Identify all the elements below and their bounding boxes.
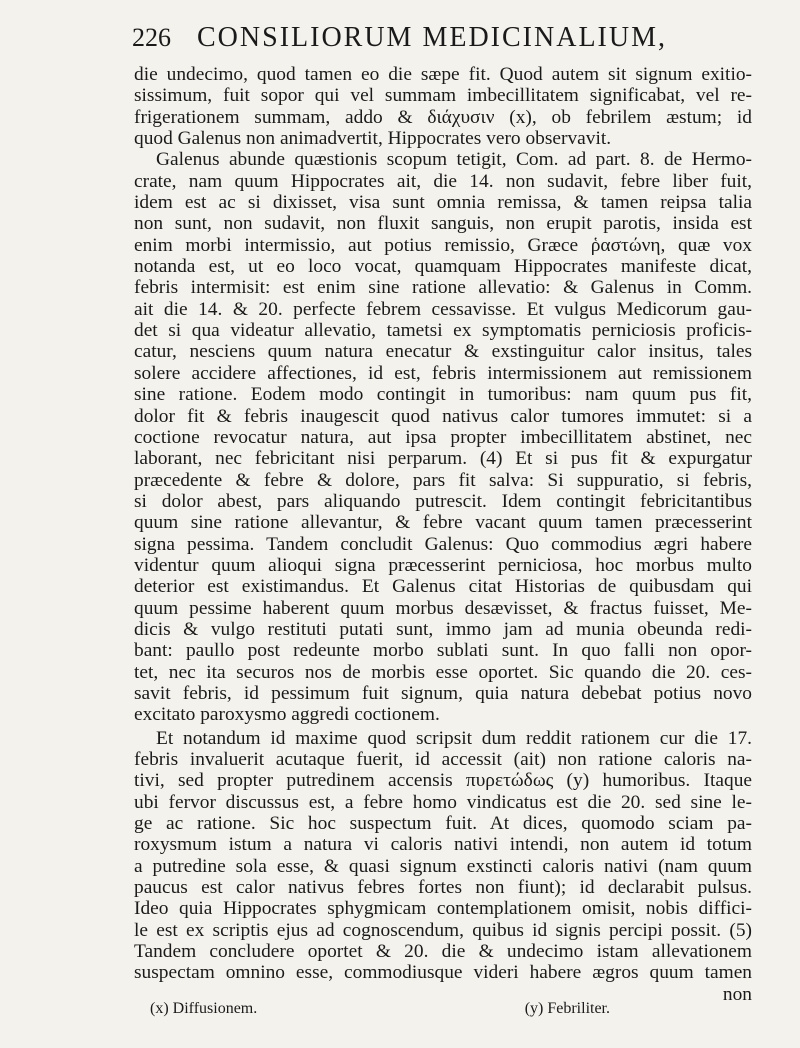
text-line: coctione revocatur natura, aut ipsa propter imbecillitatem abstinet, nec: [134, 426, 752, 448]
text-line: signa pessima. Tandem concludit Galenus: Quo commodius ægri habere: [134, 533, 752, 555]
text-line: roxysmum istum a natura vi caloris nativi intendi, non autem id totum: [134, 834, 752, 856]
text-line: suspectam omnino esse, commodiusque videri habere ægros quum tamen: [134, 962, 752, 984]
text-line: notanda est, ut eo loco vocat, quamquam Hippocrates manifeste dicat,: [134, 256, 752, 278]
text-line: febris intermisit: est enim sine ratione allevatio: & Galenus in Comm.: [134, 277, 752, 299]
text-line: paucus est calor nativus febres fortes non fiunt); id declarabit pulsus.: [134, 877, 752, 899]
text-line: Ideo quia Hippocrates sphygmicam contemplationem omisit, nobis diffici-: [134, 898, 752, 920]
footnotes: [150, 1000, 610, 1018]
text-line: tet, nec ita securos nos de morbis esse oportet. Sic quando die 20. ces-: [134, 661, 752, 683]
footnote-y: (y) Febriliter.: [524, 1000, 610, 1017]
text-line: febris invaluerit acutaque fuerit, id accessit (ait) non ratione caloris na-: [134, 749, 752, 770]
footnote-x: (x) Diffusionem.: [150, 1000, 258, 1017]
text-line: enim morbi intermissio, aut potius remissio, Græce ῥαστώνη, quæ vox: [134, 234, 752, 256]
text-line: ge ac ratione. Sic hoc suspectum fuit. At dices, quomodo sciam pa-: [134, 813, 752, 835]
text-line: crate, nam quum Hippocrates ait, die 14. non sudavit, febre liber fuit,: [134, 170, 752, 192]
body-text: [134, 64, 752, 1005]
page-number: 226: [132, 23, 171, 52]
text-line: quum sine ratione allevantur, & febre vacant quum tamen præcesserint: [134, 512, 752, 534]
text-line: videntur quum alioqui signa præcesserint perniciosa, hoc morbus multo: [134, 554, 752, 576]
text-line: frigerationem summam, addo & διάχυσιν (x), ob febrilem æstum; id: [134, 106, 752, 128]
text-line: ait die 14. & 20. perfecte febrem cessavisse. Et vulgus Medicorum gau-: [134, 298, 752, 320]
text-line: quod Galenus non animadvertit, Hippocrates vero observavit.: [134, 128, 612, 150]
text-line: excitato paroxysmo aggredi coctionem.: [134, 704, 440, 726]
text-line: Et notandum id maxime quod scripsit dum reddit rationem cur die 17.: [156, 727, 752, 749]
page-header: [132, 22, 772, 58]
text-line: sissimum, fuit sopor qui vel summam imbecillitatem significabat, vel re-: [134, 85, 752, 107]
text-line: solere accidere affectiones, id est, febris intermissionem aut remissionem: [134, 362, 752, 384]
text-line: dolor fit & febris inaugescit quod nativus calor tumores immutet: si a: [134, 405, 752, 427]
text-line: sine ratione. Eodem modo contingit in tumoribus: nam quum pus fit,: [134, 384, 752, 406]
running-head: CONSILIORUM MEDICINALIUM,: [197, 22, 667, 53]
text-line: catur, nesciens quum natura enecatur & exstinguitur calor insitus, tales: [134, 341, 752, 363]
text-line: quum pessime haberent quum morbus desævisset, & fractus fuisset, Me-: [134, 597, 752, 619]
text-line: si dolor abest, pars aliquando putrescit. Idem contingit febricitantibus: [134, 490, 752, 512]
text-line: tivi, sed propter putredinem accensis πυρετώδως (y) humoribus. Itaque: [134, 770, 752, 792]
text-line: deterior est existimandus. Et Galenus citat Historias de quibusdam qui: [134, 576, 752, 598]
text-line: præcedente & febre & dolore, pars fit salva: Si suppuratio, si febris,: [134, 469, 752, 491]
text-line: savit febris, id pessimum fuit signum, quia natura debebat potius novo: [134, 682, 752, 704]
text-line: die undecimo, quod tamen eo die sæpe fit. Quod autem sit signum exitio-: [134, 64, 752, 85]
text-line: le est ex scriptis ejus ad cognoscendum, quibus id signis percipi possit. (5): [134, 919, 752, 941]
text-line: det si qua videatur allevatio, tametsi ex symptomatis perniciosis proficis-: [134, 320, 752, 342]
text-line: non sunt, non sudavit, non fluxit sanguis, non erupit parotis, insida est: [134, 213, 752, 235]
catchword: non: [722, 983, 752, 1005]
text-line: laborant, nec febricitant nisi perparum. (4) Et si pus fit & expurgatur: [134, 448, 752, 470]
text-line: ubi fervor discussus est, a febre homo vindicatus est die 20. sed sine le-: [134, 791, 752, 813]
text-line: dicis & vulgo restituti putati sunt, immo jam ad munia obeunda redi-: [134, 618, 752, 640]
text-line: bant: paullo post redeunte morbo sublati sunt. In quo falli non opor-: [134, 640, 752, 662]
text-line: Tandem concludere oportet & 20. die & undecimo istam allevationem: [134, 941, 752, 963]
text-line: Galenus abunde quæstionis scopum tetigit, Com. ad part. 8. de Hermo-: [156, 149, 752, 171]
text-line: idem est ac si dixisset, visa sunt omnia remissa, & tamen reipsa talia: [134, 192, 752, 214]
text-line: a putredine sola esse, & quasi signum exstincti caloris nativi (nam quum: [134, 855, 752, 877]
